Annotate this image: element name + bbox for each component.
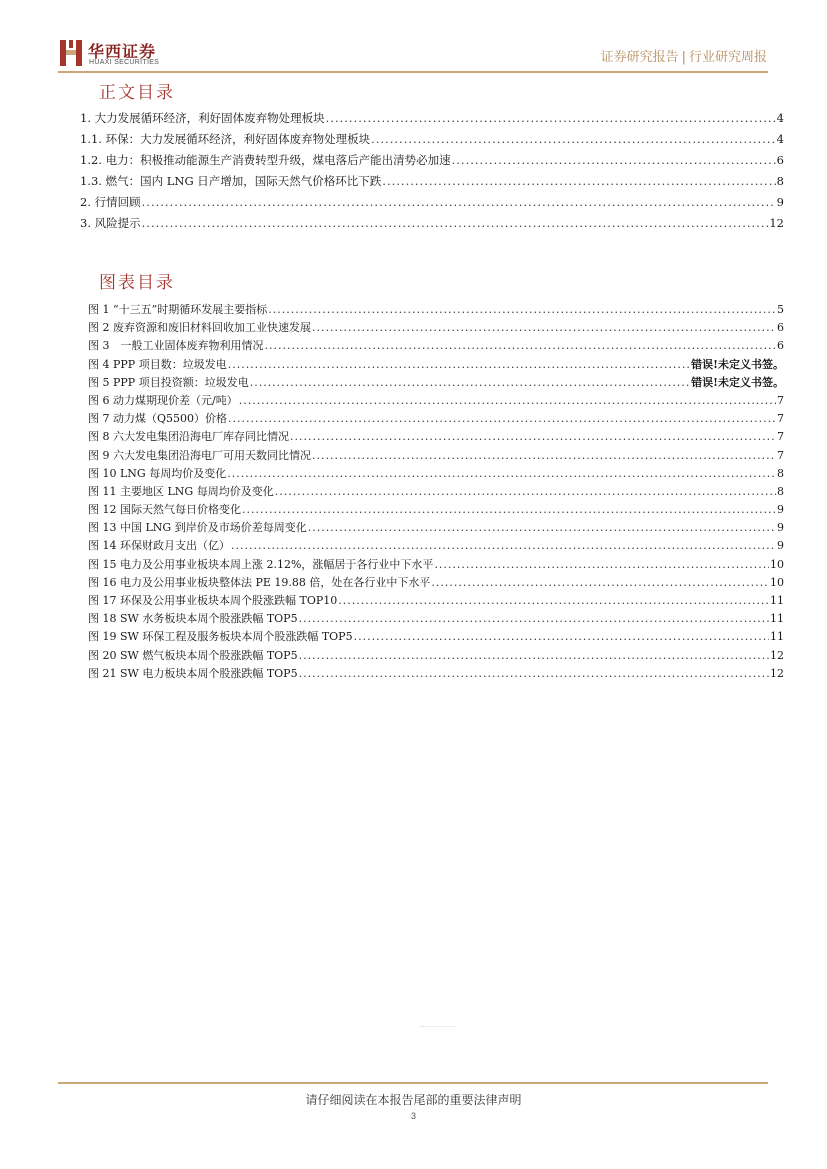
figure-leader (231, 537, 776, 555)
figure-leader (299, 610, 769, 628)
figure-item[interactable] (88, 519, 784, 537)
logo-english-name: HUAXI SECURITIES (89, 59, 160, 66)
figure-item[interactable] (88, 483, 784, 501)
figure-item-page: 5 (777, 303, 784, 316)
figures-list (88, 301, 784, 683)
figure-leader (299, 665, 769, 683)
toc-item[interactable] (80, 129, 784, 150)
figure-item[interactable] (88, 647, 784, 665)
figure-item-page: 6 (777, 321, 784, 335)
figure-item-page: 7 (777, 430, 784, 444)
figure-item[interactable] (88, 447, 784, 465)
figure-item-page: 7 (777, 412, 784, 426)
toc-item-label: 1.3. 燃气：国内 LNG 日产增加，国际天然气价格环比下跌 (80, 174, 382, 188)
figure-leader (299, 647, 769, 665)
figures-title: 图表目录 (99, 273, 175, 293)
figure-item[interactable] (88, 592, 784, 610)
figure-item-page: 10 (770, 575, 784, 589)
report-category (601, 46, 767, 65)
figure-leader (290, 428, 776, 446)
figure-leader (228, 356, 690, 374)
toc-leader (326, 108, 776, 129)
toc-item-page: 12 (769, 216, 784, 230)
header-divider (58, 71, 768, 73)
toc-item[interactable] (80, 171, 784, 192)
figure-item-label: 图 10 LNG 每周均价及变化 (88, 466, 227, 480)
toc-item-label: 1. 大力发展循环经济，利好固体废弃物处理板块 (80, 111, 325, 125)
figure-item-label: 图 11 主要地区 LNG 每周均价及变化 (88, 484, 274, 498)
figure-item-label: 图 20 SW 燃气板块本周个股涨跌幅 TOP5 (88, 648, 298, 662)
logo-chinese-name: 华西证券 (88, 42, 157, 61)
toc-item-page: 8 (776, 174, 784, 188)
figure-item[interactable] (88, 410, 784, 428)
figure-leader (242, 501, 776, 519)
page-header (0, 0, 827, 75)
figure-item[interactable] (88, 501, 784, 519)
figure-item-label: 图 17 环保及公用事业板块本周个股涨跌幅 TOP10 (88, 594, 338, 607)
figure-item[interactable] (88, 556, 784, 574)
figure-item-page: 11 (770, 594, 784, 607)
toc-item-label: 3. 风险提示 (80, 216, 141, 230)
figure-leader (227, 465, 776, 483)
toc-item[interactable] (80, 192, 784, 213)
toc-title: 正文目录 (99, 83, 175, 103)
figure-item-label: 图 6 动力煤期现价差（元/吨） (88, 393, 238, 407)
report-type-label: 证券研究报告 (600, 50, 679, 65)
figure-item[interactable] (88, 537, 784, 555)
figure-item[interactable] (88, 337, 784, 355)
toc-item-page: 4 (776, 111, 784, 125)
figure-leader (312, 319, 776, 337)
figure-item-label: 图 16 电力及公用事业板块整体法 PE 19.88 倍，处在各行业中下水平 (88, 575, 431, 589)
figure-leader (354, 628, 769, 646)
figure-item-page: 9 (777, 503, 784, 517)
figure-item-label: 图 2 废弃资源和废旧材料回收加工业快速发展 (88, 321, 311, 335)
figure-item-page: 11 (770, 630, 784, 644)
toc-item-label: 1.2. 电力：积极推动能源生产消费转型升级，煤电落后产能出清势必加速 (80, 153, 451, 167)
figure-leader (431, 574, 769, 592)
figure-item-page: 7 (777, 448, 784, 462)
figure-item-page: 9 (777, 521, 784, 535)
figure-leader (228, 410, 776, 428)
figure-item-page: 9 (777, 539, 784, 553)
figure-item-label: 图 7 动力煤（Q5500）价格 (88, 412, 228, 426)
figure-leader (268, 301, 776, 319)
figure-item-label: 图 3 一般工业固体废弃物利用情况 (88, 339, 264, 353)
figure-leader (239, 392, 776, 410)
toc-leader (452, 150, 776, 171)
figure-leader (275, 483, 776, 501)
figure-item-label: 图 12 国际天然气每日价格变化 (88, 503, 241, 517)
figure-item-label: 图 14 环保财政月支出（亿） (88, 539, 230, 553)
figure-leader (312, 447, 776, 465)
toc-list (80, 108, 784, 234)
figure-item-page-error: 错误!未定义书签。 (691, 375, 784, 389)
toc-item-label: 1.1. 环保：大力发展循环经济，利好固体废弃物处理板块 (80, 132, 371, 146)
figure-item[interactable] (88, 356, 784, 374)
figure-item[interactable] (88, 574, 784, 592)
figure-item-page: 10 (770, 557, 784, 571)
toc-item-page: 9 (776, 195, 784, 209)
figure-item-label: 图 21 SW 电力板块本周个股涨跌幅 TOP5 (88, 666, 298, 680)
toc-item-page: 6 (776, 153, 784, 167)
figure-item-page: 12 (770, 648, 784, 662)
figure-item[interactable] (88, 392, 784, 410)
toc-item[interactable] (80, 150, 784, 171)
figure-leader (338, 592, 769, 610)
figure-item[interactable] (88, 665, 784, 683)
figure-item-page: 11 (770, 612, 784, 626)
figure-leader (308, 519, 776, 537)
figure-item[interactable] (88, 610, 784, 628)
page-number: 3 (410, 1111, 416, 1121)
figure-item-page: 6 (777, 339, 784, 353)
figure-leader (265, 337, 777, 355)
figure-item[interactable] (88, 428, 784, 446)
toc-leader (371, 129, 776, 150)
figure-item-page-error: 错误!未定义书签。 (691, 357, 784, 371)
figure-item-label: 图 4 PPP 项目数：垃圾发电 (88, 357, 227, 371)
company-logo (58, 38, 198, 70)
figure-item-label: 图 8 六大发电集团沿海电厂库存同比情况 (88, 430, 289, 444)
toc-leader (382, 171, 775, 192)
figure-item-label: 图 15 电力及公用事业板块本周上涨 2.12%，涨幅居于各行业中下水平 (88, 557, 434, 571)
figure-item-label: 图 18 SW 水务板块本周个股涨跌幅 TOP5 (88, 612, 298, 626)
huaxi-logo-icon (58, 38, 84, 68)
toc-item-label: 2. 行情回顾 (80, 195, 141, 209)
toc-item[interactable] (80, 213, 784, 234)
figure-item[interactable] (88, 465, 784, 483)
figure-item-label: 图 13 中国 LNG 到岸价及市场价差每周变化 (88, 521, 307, 535)
toc-item[interactable] (80, 108, 784, 129)
figure-item[interactable] (88, 628, 784, 646)
figure-item-label: 图 1 “十三五”时期循环发展主要指标 (88, 303, 268, 316)
figure-item-page: 12 (770, 666, 784, 680)
toc-item-page: 4 (776, 132, 784, 146)
figure-item[interactable] (88, 319, 784, 337)
toc-leader (142, 192, 776, 213)
figure-item-label: 图 19 SW 环保工程及服务板块本周个股涨跌幅 TOP5 (88, 630, 353, 644)
report-subtype-label: 行业研究周报 (688, 50, 767, 65)
legal-disclaimer: 请仔细阅读在本报告尾部的重要法律声明 (305, 1093, 522, 1107)
figure-item-label: 图 9 六大发电集团沿海电厂可用天数同比情况 (88, 448, 311, 462)
figure-item-page: 8 (777, 466, 784, 480)
category-separator: | (681, 50, 686, 65)
figure-item[interactable] (88, 374, 784, 392)
figure-item-label: 图 5 PPP 项目投资额：垃圾发电 (88, 375, 249, 389)
footer-divider (58, 1082, 768, 1084)
figure-item[interactable] (88, 301, 784, 319)
figure-leader (434, 556, 769, 574)
toc-leader (142, 213, 769, 234)
faint-watermark-mark (420, 1026, 456, 1028)
figure-item-page: 7 (777, 393, 784, 407)
figure-leader (250, 374, 690, 392)
figure-item-page: 8 (777, 484, 784, 498)
